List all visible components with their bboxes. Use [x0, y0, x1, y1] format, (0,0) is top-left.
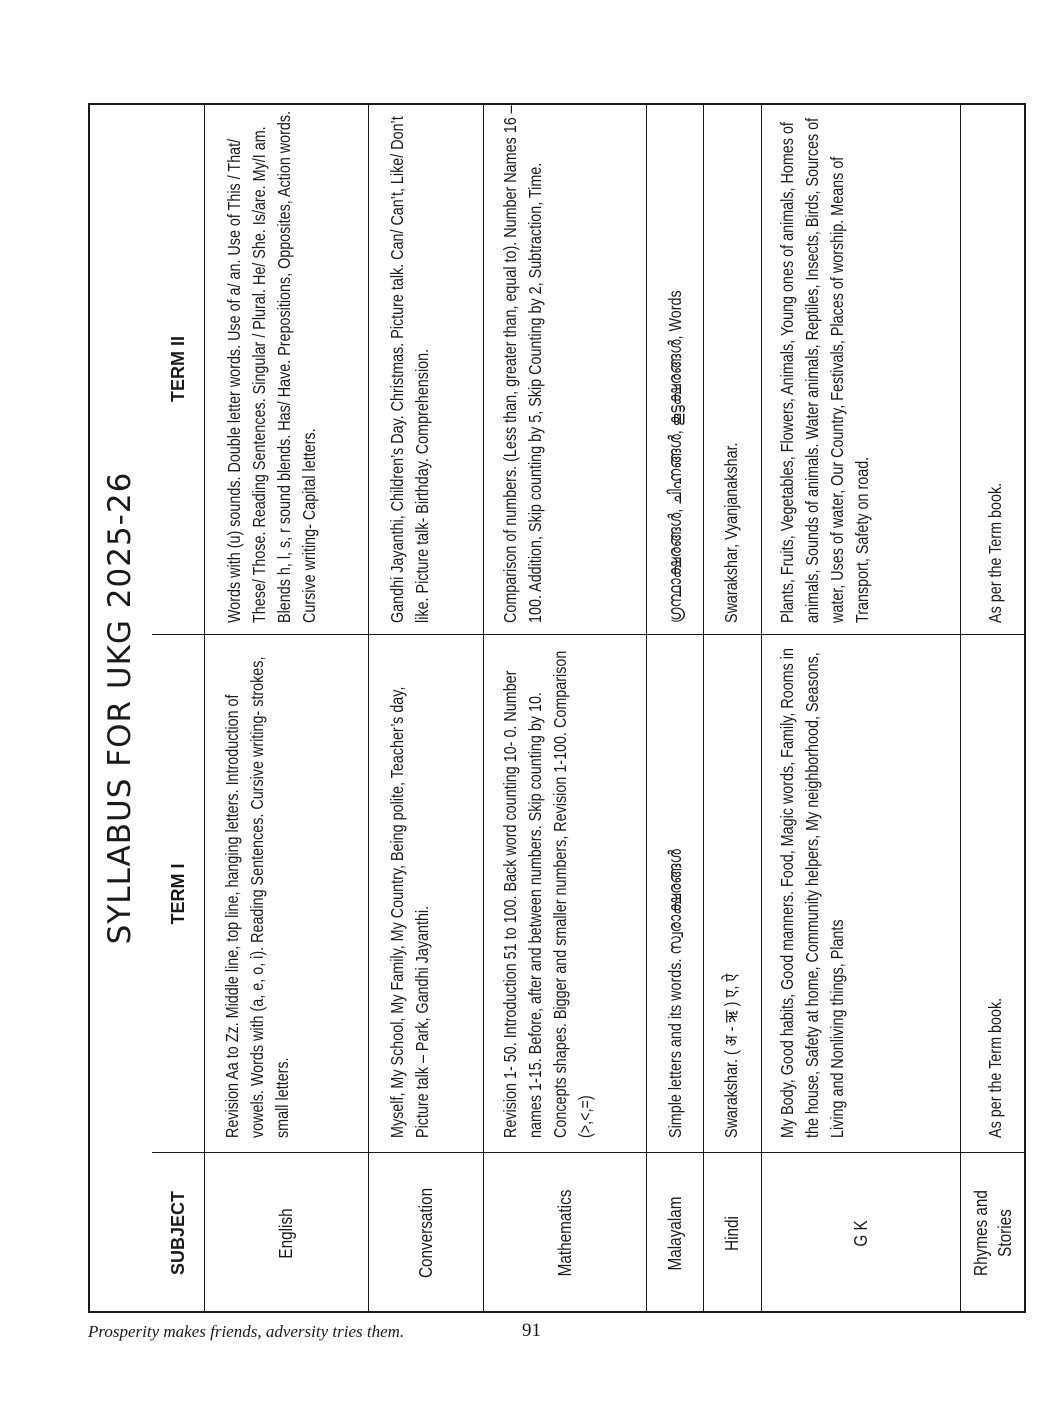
footer-quote: Prosperity makes friends, adversity tries them. [88, 1322, 405, 1341]
table-row-malayalam-subject: Malayalam [664, 1196, 685, 1270]
table-row-rhymes-subject: Rhymes and Stories [971, 1190, 1015, 1276]
table-row-conversation-term2: Gandhi Jayanthi, Children’s Day. Christmas. Picture talk. Can/ Can’t, Like/ Don’t like. Picture talk- Birthday. Comprehension. [387, 116, 432, 623]
table-row-mathematics-term1: Revision 1- 50. Introduction 51 to 100. Back word counting 10- 0. Number names 1-15. Before, after and between numbers. Skip counting by 10. Concepts shapes. Bigger and smaller numbers, Revision 1-100. Comparison (>,<,=) [500, 650, 595, 1138]
table-row-gk-term2: Plants, Fruits, Vegetables, Flowers, Animals, Young ones of animals, Homes of animals, Sounds of animals. Water animals, Reptiles, Insects, Birds, Sources of water, Uses of water, Our Country, Festivals, Places of worship. Means of Transport, Safety on road. [777, 117, 872, 623]
table-row-rhymes-term2: As per the Term book. [985, 482, 1005, 623]
header-subject: SUBJECT [167, 1191, 188, 1276]
row-divider [761, 103, 762, 1313]
table-row-gk-subject: G K [850, 1219, 871, 1247]
row-divider [368, 103, 369, 1313]
table-row-malayalam-term1: Simple letters and its words. സ്വരാക്ഷരങ്ങൾ [665, 849, 685, 1138]
table-row-hindi-subject: Hindi [722, 1215, 742, 1251]
table-row-gk-term1: My Body, Good habits, Good manners. Food, Magic words, Family, Rooms in the house, Safety at home, Community helpers, My neighborhood, Seasons, Living and Nonliving things, Plants [777, 648, 847, 1138]
table-row-conversation-subject: Conversation [415, 1187, 436, 1279]
header-term2: TERM II [167, 336, 188, 402]
row-divider [960, 103, 961, 1313]
page-number: 91 [522, 1320, 541, 1341]
row-divider [646, 103, 647, 1313]
table-row-mathematics-subject: Mathematics [554, 1189, 575, 1277]
rotated-page [88, 103, 1026, 1313]
table-row-mathematics-term2: Comparison of numbers. (Less than, greater than, equal to). Number Names 16 – 100. Addition, Skip counting by 5, Skip Counting by 2, Subtraction, Time. [500, 105, 545, 623]
table-row-hindi-term2: Swarakshar, Vyanjanakshar. [721, 442, 741, 623]
table-row-english-term1: Revision Aa to Zz. Middle line, top line, hanging letters. Introduction of vowels. Words with (a, e, o, i). Reading Sentences. Cursive writing- strokes, small letters. [222, 656, 292, 1138]
row-divider [204, 103, 205, 1313]
table-row-malayalam-term2: ഗ്രന്ഥാക്ഷരങ്ങൾ, ചിഹ്നങ്ങൾ, കൂട്ടക്ഷരങ്ങൾ, Words [665, 290, 685, 623]
table-row-hindi-term1: Swarakshar. ( अ - ऋ ) ए, ऐ [721, 973, 741, 1138]
table-row-conversation-term1: Myself, My School, My Family, My Country, Being polite, Teacher’s day, Picture talk – Park, Gandhi Jayanthi. [387, 686, 432, 1138]
table-row-english-subject: English [276, 1207, 296, 1259]
table-row-english-term2: Words with (u) sounds. Double letter words. Use of a/ an. Use of This / That/ These/ Those. Reading Sentences. Singular / Plural. He/ She. Is/are. My/I am. Blends h, l, s, r sound blends. Has/ Have. Prepositions, Opposites, Action words. Cursive writing- Capital letters. [224, 110, 319, 623]
row-divider [483, 103, 484, 1313]
header-term1: TERM I [167, 863, 188, 925]
table-row-rhymes-term1: As per the Term book. [985, 997, 1005, 1138]
syllabus-table [152, 103, 1026, 1313]
column-divider [152, 634, 1026, 635]
page-title: SYLLABUS FOR UKG 2025-26 [102, 471, 138, 945]
row-divider [703, 103, 704, 1313]
